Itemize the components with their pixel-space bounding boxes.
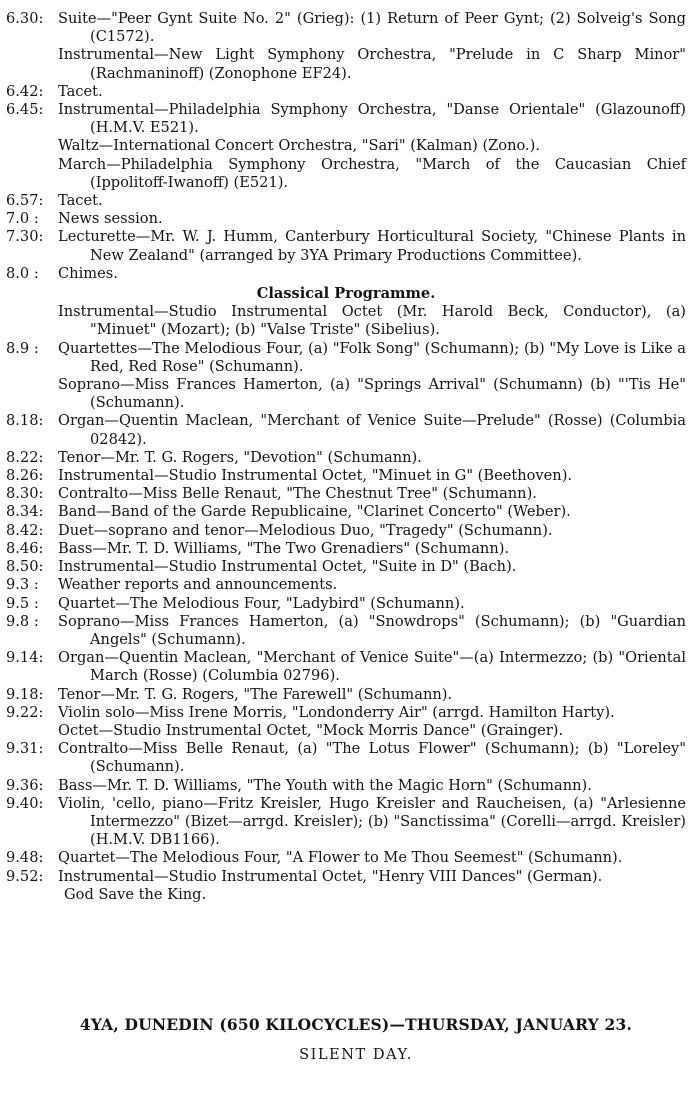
entry-text: Tacet. xyxy=(58,192,103,210)
entry-time: 9.8 : xyxy=(6,612,39,630)
section-heading: Classical Programme. xyxy=(256,285,436,303)
programme-entry xyxy=(6,101,686,137)
entry-text: Instrumental—Studio Instrumental Octet, "Minuet in G" (Beethoven). xyxy=(58,467,573,485)
programme-entry xyxy=(6,46,686,82)
programme-entry xyxy=(6,740,686,776)
programme-entry xyxy=(6,412,686,448)
entry-text: Suite—"Peer Gynt Suite No. 2" (Grieg): (1) Return of Peer Gynt; (2) Solveig's Song (C1572). xyxy=(58,10,686,46)
entry-time: 6.45: xyxy=(6,101,44,119)
entry-text: Instrumental—Studio Instrumental Octet, "Henry VIII Dances" (German). xyxy=(58,867,603,885)
programme-entry xyxy=(6,10,686,46)
entry-text: Contralto—Miss Belle Renaut, (a) "The Lotus Flower" (Schumann); (b) "Loreley" (Schumann). xyxy=(58,740,686,776)
programme-entry xyxy=(6,485,686,503)
entry-text: Quartet—The Melodious Four, "A Flower to Me Thou Seemest" (Schumann). xyxy=(58,849,623,867)
programme-entry xyxy=(6,156,686,192)
programme-listing xyxy=(6,10,686,904)
programme-entry xyxy=(6,576,686,594)
entry-text: Tacet. xyxy=(58,82,103,100)
programme-entry xyxy=(6,228,686,264)
entry-time: 9.31: xyxy=(6,740,44,758)
entry-text: Organ—Quentin Maclean, "Merchant of Venice Suite"—(a) Intermezzo; (b) "Oriental March (Rosse) (Columbia 02796). xyxy=(58,649,686,685)
entry-time: 8.34: xyxy=(6,503,44,521)
programme-entry xyxy=(6,467,686,485)
entry-text: Chimes. xyxy=(58,264,118,282)
footer xyxy=(0,1016,700,1064)
entry-text: Soprano—Miss Frances Hamerton, (a) "Snowdrops" (Schumann); (b) "Guardian Angels" (Schumann). xyxy=(58,612,686,648)
programme-entry xyxy=(6,704,686,722)
entry-text: March—Philadelphia Symphony Orchestra, "March of the Caucasian Chief (Ippolitoff-Iwanoff) (E521). xyxy=(58,155,686,191)
programme-entry xyxy=(6,777,686,795)
entry-text: Instrumental—Philadelphia Symphony Orchestra, "Danse Orientale" (Glazounoff) (H.M.V. E521). xyxy=(58,101,686,137)
entry-text: Octet—Studio Instrumental Octet, "Mock Morris Dance" (Grainger). xyxy=(58,721,564,739)
entry-text: Instrumental—Studio Instrumental Octet (Mr. Harold Beck, Conductor), (a) "Minuet" (Mozart); (b) "Valse Triste" (Sibelius). xyxy=(58,303,686,339)
entry-text: Weather reports and announcements. xyxy=(58,576,338,594)
programme-entry xyxy=(6,210,686,228)
entry-text: Instrumental—Studio Instrumental Octet, "Suite in D" (Bach). xyxy=(58,558,517,576)
entry-time: 9.48: xyxy=(6,849,44,867)
entry-text: Instrumental—New Light Symphony Orchestra, "Prelude in C Sharp Minor" (Rachmaninoff) (Zonophone EF24). xyxy=(58,46,686,82)
entry-time: 7.30: xyxy=(6,228,44,246)
entry-time: 7.0 : xyxy=(6,210,39,228)
programme-entry xyxy=(6,265,686,283)
entry-time: 8.50: xyxy=(6,558,44,576)
entry-text: Band—Band of the Garde Republicaine, "Clarinet Concerto" (Weber). xyxy=(58,503,571,521)
entry-text: Quartet—The Melodious Four, "Ladybird" (Schumann). xyxy=(58,594,465,612)
station-heading: 4YA, DUNEDIN (650 KILOCYCLES)—THURSDAY, JANUARY 23. xyxy=(79,1015,633,1034)
entry-text: Bass—Mr. T. D. Williams, "The Youth with the Magic Horn" (Schumann). xyxy=(58,776,592,794)
entry-text: Soprano—Miss Frances Hamerton, (a) "Springs Arrival" (Schumann) (b) "'Tis He" (Schumann). xyxy=(58,376,686,412)
programme-entry xyxy=(6,595,686,613)
programme-entry xyxy=(6,649,686,685)
entry-text: Organ—Quentin Maclean, "Merchant of Venice Suite—Prelude" (Rosse) (Columbia 02842). xyxy=(58,412,686,448)
entry-text: Violin solo—Miss Irene Morris, "Londonderry Air" (arrgd. Hamilton Harty). xyxy=(58,703,615,721)
silent-day: SILENT DAY. xyxy=(299,1046,413,1064)
programme-entry xyxy=(6,449,686,467)
entry-time: 8.46: xyxy=(6,539,44,557)
entry-time: 9.5 : xyxy=(6,594,39,612)
entry-text: Tenor—Mr. T. G. Rogers, "The Farewell" (Schumann). xyxy=(58,685,453,703)
entry-text: Lecturette—Mr. W. J. Humm, Canterbury Horticultural Society, "Chinese Plants in New Zealand" (arranged by 3YA Primary Productions Committee). xyxy=(58,228,686,264)
programme-entry xyxy=(6,303,686,339)
programme-entry xyxy=(6,868,686,886)
programme-entry xyxy=(6,540,686,558)
entry-time: 8.0 : xyxy=(6,264,39,282)
entry-text: News session. xyxy=(58,210,163,228)
programme-entry xyxy=(6,722,686,740)
entry-text: Quartettes—The Melodious Four, (a) "Folk Song" (Schumann); (b) "My Love is Like a Red, Red Rose" (Schumann). xyxy=(58,339,686,375)
programme-entry xyxy=(6,849,686,867)
programme-entry xyxy=(6,192,686,210)
entry-time: 6.57: xyxy=(6,192,44,210)
entry-time: 9.36: xyxy=(6,776,44,794)
programme-entry xyxy=(6,686,686,704)
entry-time: 9.3 : xyxy=(6,576,39,594)
entry-time: 8.26: xyxy=(6,467,44,485)
entry-time: 9.52: xyxy=(6,867,44,885)
entry-text: Waltz—International Concert Orchestra, "Sari" (Kalman) (Zono.). xyxy=(58,137,540,155)
programme-entry xyxy=(6,376,686,412)
entry-text: Contralto—Miss Belle Renaut, "The Chestnut Tree" (Schumann). xyxy=(58,485,537,503)
closing-anthem: God Save the King. xyxy=(64,885,207,903)
entry-time: 8.42: xyxy=(6,521,44,539)
programme-entry xyxy=(6,558,686,576)
programme-entry xyxy=(6,522,686,540)
entry-time: 6.42: xyxy=(6,82,44,100)
entry-text: Bass—Mr. T. D. Williams, "The Two Grenadiers" (Schumann). xyxy=(58,539,510,557)
programme-entry xyxy=(6,613,686,649)
programme-entry xyxy=(6,137,686,155)
entry-text: Violin, 'cello, piano—Fritz Kreisler, Hugo Kreisler and Raucheisen, (a) "Arlesienne Intermezzo" (Bizet—arrgd. Kreisler); (b) "Sanctissima" (Corelli—arrgd. Kreisler) (H.M.V. DB1166). xyxy=(58,794,686,849)
entry-time: 8.9 : xyxy=(6,339,39,357)
entry-time: 9.40: xyxy=(6,794,44,812)
programme-entry xyxy=(6,340,686,376)
entry-text: Duet—soprano and tenor—Melodious Duo, "Tragedy" (Schumann). xyxy=(58,521,553,539)
entry-text: Tenor—Mr. T. G. Rogers, "Devotion" (Schumann). xyxy=(58,448,422,466)
entry-time: 9.18: xyxy=(6,685,44,703)
programme-entry xyxy=(6,795,686,850)
entry-time: 8.22: xyxy=(6,448,44,466)
entry-time: 9.14: xyxy=(6,649,44,667)
entry-time: 9.22: xyxy=(6,703,44,721)
entry-time: 8.30: xyxy=(6,485,44,503)
programme-entry xyxy=(6,503,686,521)
entry-time: 8.18: xyxy=(6,412,44,430)
programme-entry xyxy=(6,83,686,101)
entry-time: 6.30: xyxy=(6,10,44,27)
